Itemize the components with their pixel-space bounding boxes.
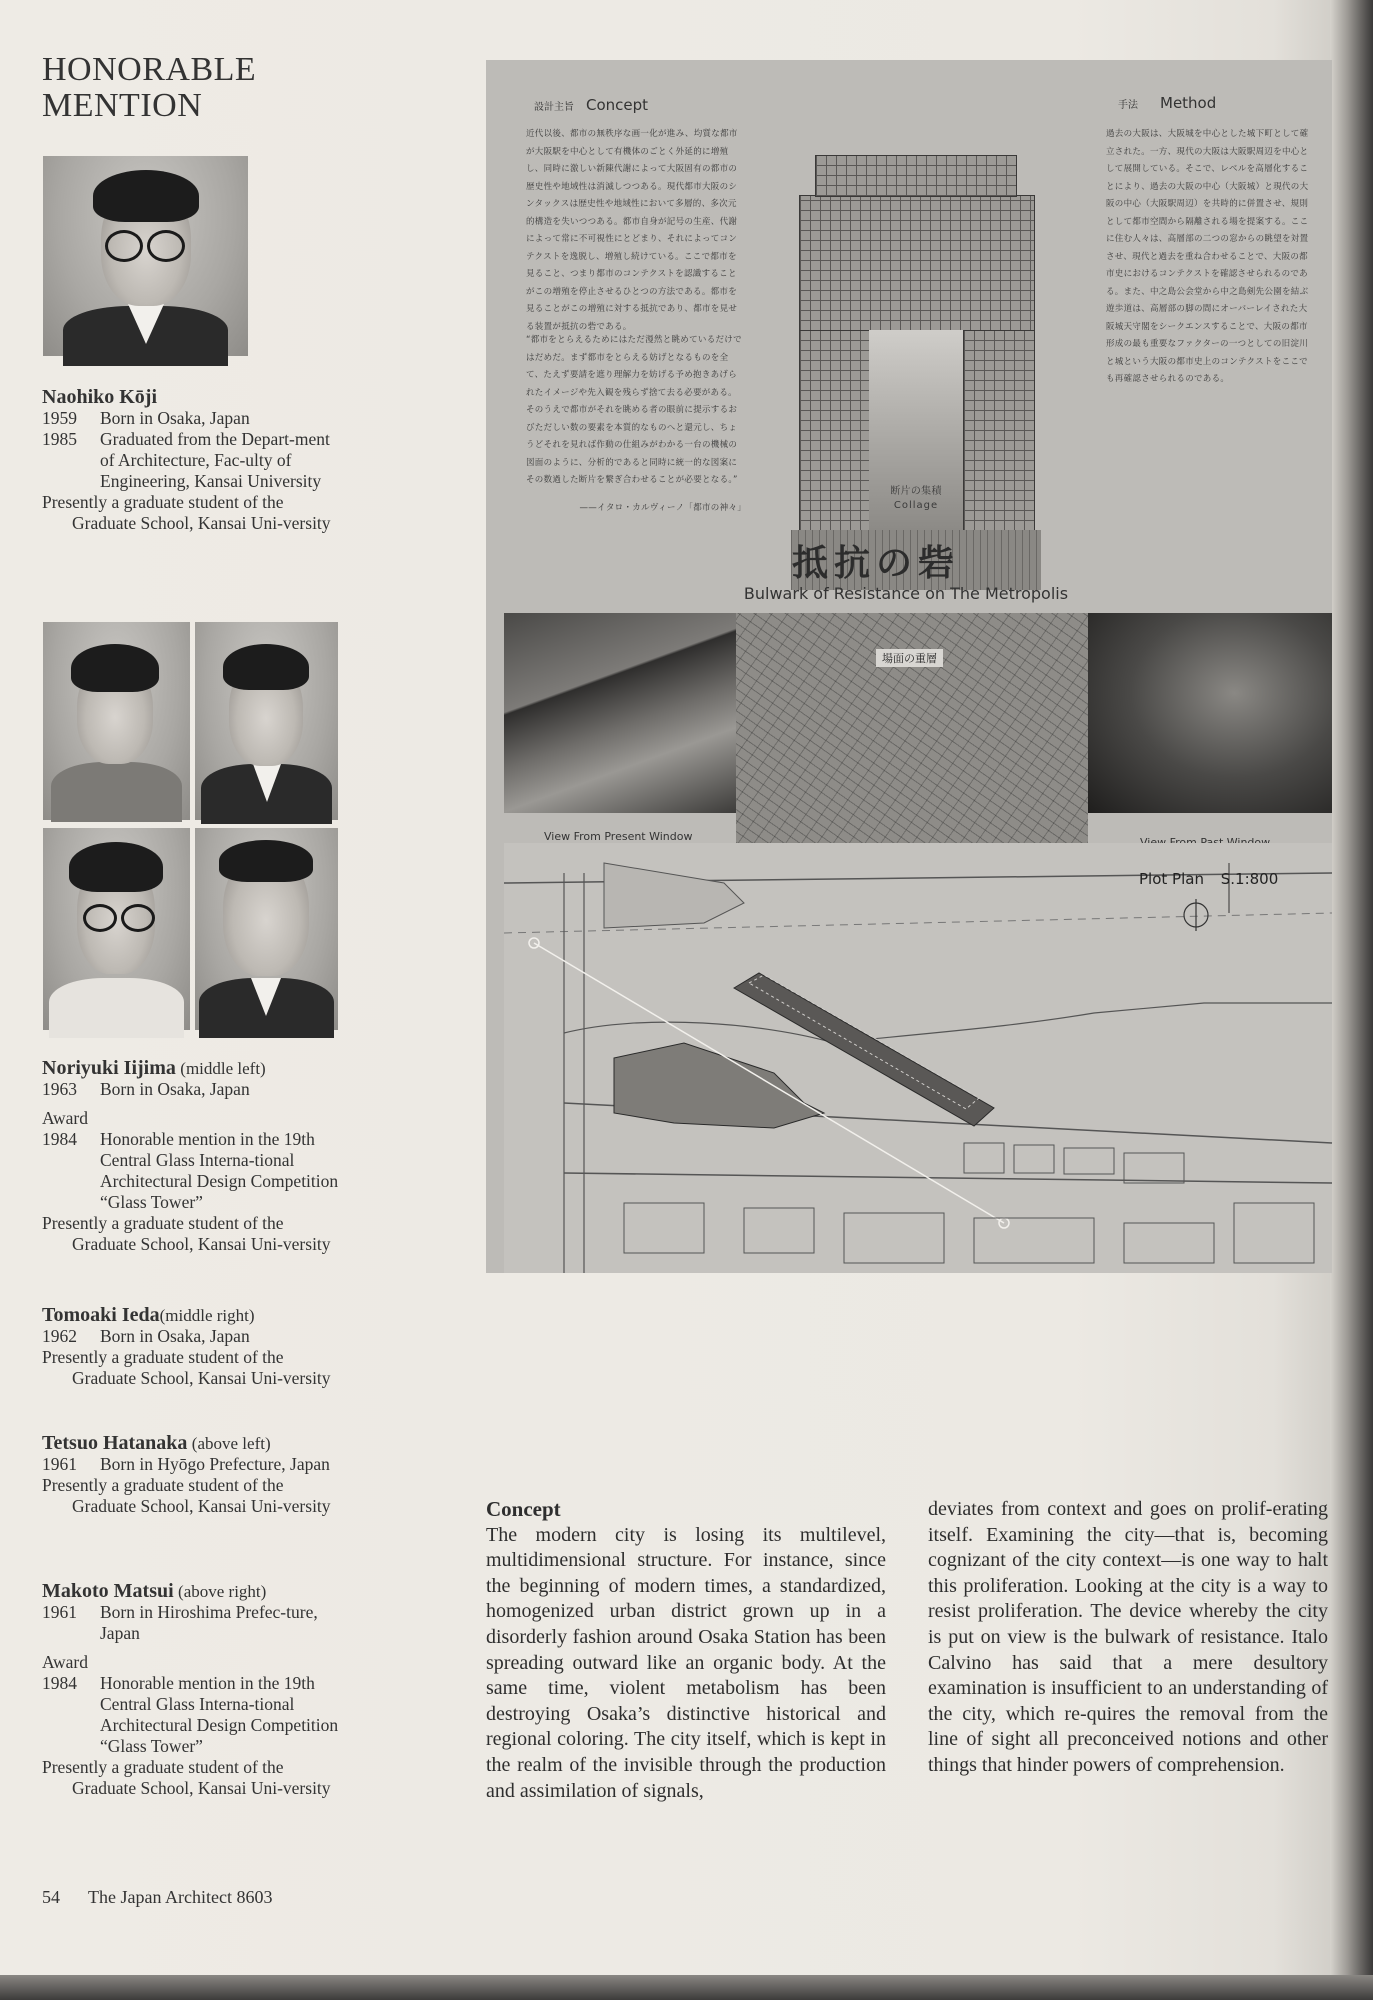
view-present-label: View From Present Window bbox=[544, 830, 693, 843]
bio-name: Tetsuo Hatanaka bbox=[42, 1432, 188, 1454]
article-heading: Concept bbox=[486, 1497, 561, 1521]
bio-year: 1961 bbox=[42, 1602, 77, 1622]
bio-entry: Born in Osaka, Japan bbox=[100, 408, 250, 428]
collage-label bbox=[881, 485, 951, 513]
plot-plan-drawing bbox=[504, 843, 1332, 1273]
bio-position: (middle right) bbox=[159, 1306, 255, 1325]
article-col-1 bbox=[486, 1497, 886, 1804]
bio-name: Makoto Matsui bbox=[42, 1580, 174, 1602]
bio-entry: Born in Osaka, Japan bbox=[100, 1079, 250, 1099]
bio-year: 1984 bbox=[42, 1673, 77, 1693]
bio-position: (middle left) bbox=[180, 1059, 266, 1078]
plot-plan-svg bbox=[504, 843, 1332, 1273]
aerial-map bbox=[736, 613, 1088, 843]
bio-entry: Born in Osaka, Japan bbox=[100, 1326, 250, 1346]
board-title-en: Bulwark of Resistance on The Metropolis bbox=[743, 584, 1069, 603]
page-binding-edge bbox=[1330, 0, 1373, 2000]
bio-award-label: Award bbox=[42, 1652, 89, 1672]
board-quote: “都市をとらえるためにはただ漫然と眺めているだけではだめだ。まず都市をとらえる妨げとなるものを全て、たえず要請を遮り理解力を妨げる予め抱きあげられたイメージや先入観を残らず捨て去る必要がある。そのうえで都市がそれを眺める者の眼前に提示するおびただしい数の要素を本質的なものへと還元し、ちょうどそれを見れば作動の仕組みがわかる一台の機械の図面のように、分析的であると同時に統一的な図案にその数過した断片を繋ぎ合わせることが必要となる。” bbox=[526, 335, 742, 485]
bio-entry: Graduated from the Depart-ment of Architecture, Fac-ulty of Engineering, Kansai University bbox=[100, 429, 330, 491]
board-concept-jp: 設計主旨 bbox=[534, 102, 574, 113]
bio-year: 1961 bbox=[42, 1454, 77, 1474]
portrait-ieda bbox=[195, 828, 338, 1030]
heading-line-2: MENTION bbox=[42, 87, 203, 124]
bio-name: Tomoaki Ieda bbox=[42, 1304, 160, 1326]
bio-iijima bbox=[42, 1058, 342, 1255]
page-number: 54 bbox=[42, 1887, 60, 1907]
board-concept-label bbox=[534, 96, 648, 114]
plot-plan-title: Plot Plan bbox=[1139, 870, 1204, 888]
bio-position: (above right) bbox=[178, 1582, 267, 1601]
bio-presently: Presently a graduate student of the Graduate School, Kansai Uni-versity bbox=[42, 1475, 331, 1516]
scan-bottom-edge bbox=[0, 1975, 1373, 2000]
article-col-1-text: The modern city is losing its multilevel, multidimensional structure. For instance, since the beginning of modern times, a standardized, homogenized urban district grown up in a disorderly fashion around Osaka Station has been spreading outward like an organic body. At the same time, violent metabolism has been destroying Osaka’s distinctive historical and regional coloring. The city itself, which is kept in the realm of the invisible through the production and assimilation of signals, bbox=[486, 1523, 886, 1802]
board-concept-text: 近代以後、都市の無秩序な画一化が進み、均質な都市が大阪駅を中心として有機体のごとく外延的に増殖し、同時に激しい新陳代謝によって大阪固有の都市の歴史性や地域性は消滅しつつある。現代都市大阪のシンタックスは歴史性や地域性において多層的、多次元的構造を失いつつある。都市自身が記号の生産、代謝によって常に不可視性にとどまり、それによってコンテクストを逸脱し、増殖し続けている。ここで都市を見ること、つまり都市のコンテクストを認識することがこの増殖を停止させるひとつの方法である。都市を見ることがこの増殖に対する抵抗であり、都市を見せる装置が抵抗の砦である。 bbox=[526, 129, 738, 332]
bio-ieda bbox=[42, 1305, 342, 1389]
bio-year: 1962 bbox=[42, 1326, 77, 1346]
portrait-iijima bbox=[43, 828, 190, 1030]
bio-name: Naohiko Kōji bbox=[42, 386, 158, 408]
page-footer bbox=[42, 1887, 272, 1908]
board-quote-source: ——イタロ・カルヴィーノ「都市の神々」 bbox=[579, 503, 746, 513]
collage-label-jp: 断片の集積 bbox=[890, 486, 942, 497]
bio-year: 1959 bbox=[42, 408, 77, 428]
bio-entry: Born in Hyōgo Prefecture, Japan bbox=[100, 1454, 330, 1474]
bio-name: Noriyuki Iijima bbox=[42, 1057, 176, 1079]
article-col-2-text: deviates from context and goes on prolif-erating itself. Examining the city—that is, becoming cognizant of the city context—is one way to halt this proliferation. Looking at the city is a way to resist proliferation. The device whereby the city is put on view is the bulwark of resistance. Italo Calvino has said that a mere desultory examination is insufficient to an understanding of the city, which re-quires the removal from the line of sight all preconceived notions and other things that hinder powers of comprehension. bbox=[928, 1498, 1328, 1776]
bio-award: Honorable mention in the 19th Central Glass Interna-tional Architectural Design Competition “Glass Tower” bbox=[100, 1673, 339, 1756]
photo-past-castle bbox=[1088, 613, 1332, 813]
map-label: 場面の重層 bbox=[876, 649, 943, 667]
plot-plan-scale: S.1:800 bbox=[1220, 870, 1279, 888]
board-method-text: 過去の大阪は、大阪城を中心とした城下町として確立された。一方、現代の大阪は大阪駅周辺を中心として展開している。そこで、レベルを高層化することにより、過去の大阪の中心（大阪城）と現代の大阪の中心（大阪駅周辺）を共時的に併置させ、規則として都市空間から隔離される場を提案する。ここに住む人々は、高層部の二つの窓からの眺望を対置させ、現代と過去を重ね合わせることで、大阪の都市史におけるコンテクストを確認させられるのである。また、中之島公会堂から中之島剣先公園を結ぶ遊歩道は、高層部の脚の間にオーバーレイされた大阪城天守閣をシークエンスすることで、大阪の都市形成の最も重要なファクターの一つとしての旧淀川と城という大阪の都市史上のコンテクストをここでも再確認させられるのである。 bbox=[1106, 129, 1309, 384]
bio-presently: Presently a graduate student of the Graduate School, Kansai Uni-versity bbox=[42, 1213, 331, 1254]
bio-presently: Presently a graduate student of the Graduate School, Kansai Uni-versity bbox=[42, 492, 331, 533]
portrait-hatanaka bbox=[43, 622, 190, 820]
bio-matsui bbox=[42, 1581, 342, 1799]
bio-award-label: Award bbox=[42, 1108, 89, 1128]
journal-name: The Japan Architect 8603 bbox=[88, 1887, 273, 1907]
bio-presently: Presently a graduate student of the Graduate School, Kansai Uni-versity bbox=[42, 1347, 331, 1388]
bio-year: 1963 bbox=[42, 1079, 77, 1099]
plot-plan-label bbox=[1139, 870, 1278, 888]
portrait-koji bbox=[43, 156, 248, 356]
bio-presently: Presently a graduate student of the Graduate School, Kansai Uni-versity bbox=[42, 1757, 331, 1798]
collage-label-en: Collage bbox=[893, 500, 939, 511]
section-heading bbox=[42, 52, 256, 124]
bio-entry: Born in Hiroshima Prefec-ture, Japan bbox=[100, 1602, 318, 1643]
bio-year: 1984 bbox=[42, 1129, 77, 1149]
board-title-jp: 抵抗の砦 bbox=[791, 543, 960, 584]
article-col-2 bbox=[928, 1497, 1328, 1779]
bio-koji bbox=[42, 387, 342, 534]
bio-year: 1985 bbox=[42, 429, 77, 449]
board-method-en: Method bbox=[1160, 94, 1217, 112]
board-method-jp: 手法 bbox=[1118, 100, 1138, 111]
board-concept-en: Concept bbox=[586, 96, 649, 114]
portrait-matsui bbox=[195, 622, 338, 820]
board-method-label bbox=[1118, 94, 1216, 112]
bio-award: Honorable mention in the 19th Central Glass Interna-tional Architectural Design Competition “Glass Tower” bbox=[100, 1129, 339, 1212]
presentation-board bbox=[486, 60, 1332, 1273]
tower-collage bbox=[791, 155, 1041, 595]
photo-present-city bbox=[504, 613, 736, 813]
bio-position: (above left) bbox=[191, 1434, 271, 1453]
heading-line-1: HONORABLE bbox=[42, 51, 257, 88]
bio-hatanaka bbox=[42, 1433, 342, 1517]
